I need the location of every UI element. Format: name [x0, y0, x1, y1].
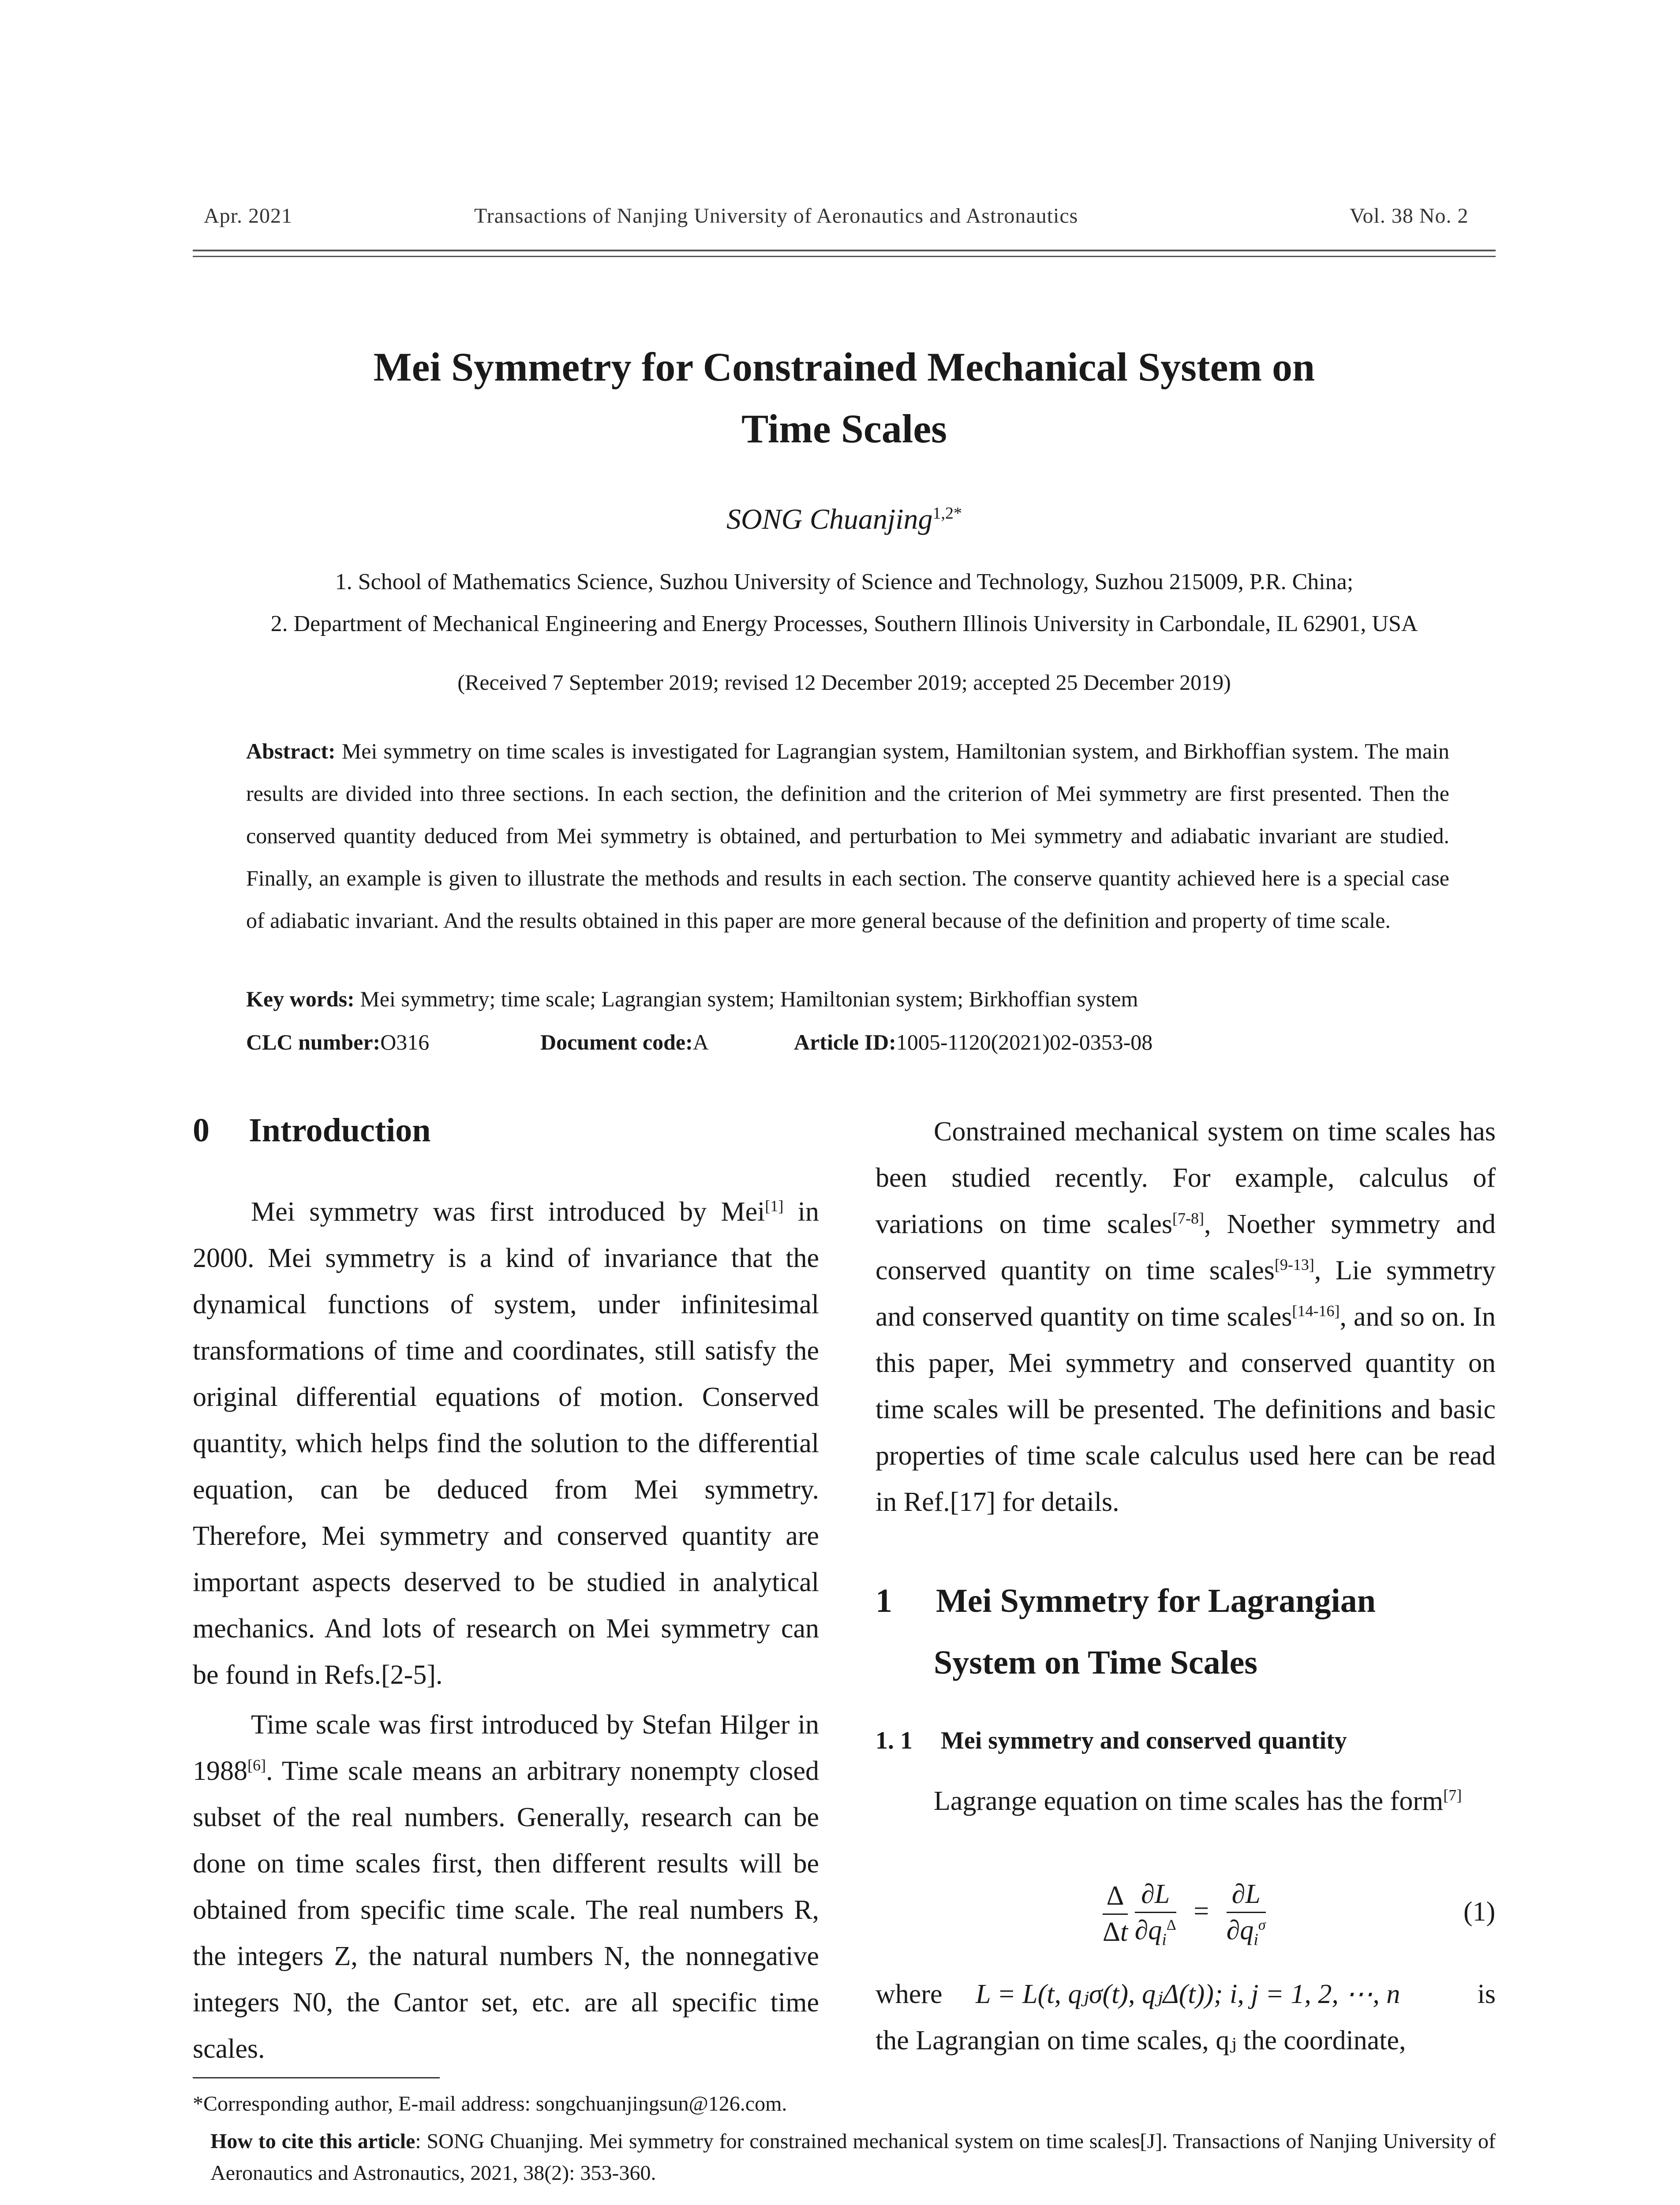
where-line: where L = L(t, qⱼσ(t), qⱼΔ(t)); i, j = 1, 2, ⋯, n is: [876, 1979, 1496, 2009]
article-label: Article ID:: [794, 1030, 896, 1054]
section-1-number: 1: [876, 1582, 892, 1619]
section-1-body: [876, 1778, 1496, 1824]
citation: [14-16]: [1292, 1302, 1340, 1320]
doc-value: A: [692, 1030, 709, 1054]
header-rule-secondary: [193, 256, 1496, 257]
equation-1: $\frac{\Delta}{\Delta t}$ $\frac{\partial L}{\partial q_i^\Delta}$ = $\frac{\partial L}{\partial q_i^\sigma}$: [1103, 1879, 1266, 1949]
clc-value: O316: [380, 1030, 430, 1054]
how-to-cite: [210, 2126, 1496, 2189]
abstract-text: Mei symmetry on time scales is investigated for Lagrangian system, Hamiltonian system, and Birkhoffian system. The main results are divided into three sections. In each section, the definition and the criterion of Mei symmetry are first presented. Then the conserved quantity deduced from Mei symmetry is obtained, and perturbation to Mei symmetry and adiabatic invariant are studied. Finally, an example is given to illustrate the methods and results in each section. The conserve quantity achieved here is a special case of adiabatic invariant. And the results obtained in this paper are more general because of the definition and property of time scale.: [246, 739, 1449, 933]
keywords: [246, 986, 1138, 1012]
keywords-text: Mei symmetry; time scale; Lagrangian system; Hamiltonian system; Birkhoffian system: [360, 987, 1138, 1011]
section-1-title-line2: System on Time Scales: [934, 1644, 1257, 1681]
citation: [7]: [1443, 1786, 1462, 1804]
cite-label: How to cite this article: [210, 2130, 415, 2153]
header-date: Apr. 2021: [204, 204, 292, 228]
cite-text: : SONG Chuanjing. Mei symmetry for constrained mechanical system on time scales[J]. Transactions of Nanjing University of Aeronautics and Astronautics, 2021, 38(2): 353-360.: [210, 2130, 1496, 2185]
header-rule: [193, 250, 1496, 251]
clc-number: [246, 1029, 429, 1055]
intro-title: Introduction: [249, 1112, 431, 1149]
abstract: [246, 730, 1449, 942]
citation: [6]: [247, 1756, 266, 1774]
doc-label: Document code:: [540, 1030, 693, 1054]
subsection-number: 1. 1: [876, 1727, 913, 1754]
author-marks: 1,2*: [932, 504, 962, 523]
right-intro-body: [876, 1109, 1496, 1525]
abstract-label: Abstract:: [246, 739, 336, 763]
intro-paragraph-2: Time scale was first introduced by Stefan Hilger in 1988[6]. Time scale means an arbitrary nonempty closed subset of the real numbers. Generally, research can be done on time scales first, then different results will be obtained from specific time scale. The real numbers R, the integers Z, the natural numbers N, the nonnegative integers N0, the Cantor set, etc. are all specific time scales.: [193, 1710, 819, 2064]
header-journal: Transactions of Nanjing University of Aeronautics and Astronautics: [474, 204, 1078, 228]
article-id: [794, 1029, 1152, 1055]
author-name: SONG Chuanjing: [726, 503, 933, 535]
doi-link[interactable]: [210, 2201, 652, 2205]
paper-title: [193, 336, 1496, 460]
citation: [7-8]: [1172, 1209, 1205, 1227]
author: [193, 503, 1496, 536]
article-value: 1005-1120(2021)02-0353-08: [896, 1030, 1153, 1054]
equation-1-number: (1): [1463, 1897, 1496, 1927]
footnote-rule: [193, 2077, 440, 2078]
title-line-2: Time Scales: [741, 406, 947, 451]
citation: [9-13]: [1274, 1256, 1314, 1274]
clc-label: CLC number:: [246, 1030, 381, 1054]
intro-number: 0: [193, 1112, 210, 1149]
intro-heading: [193, 1111, 430, 1150]
keywords-label: Key words:: [246, 987, 355, 1011]
section-1-title-line1: Mei Symmetry for Lagrangian: [936, 1582, 1376, 1619]
where-equation: L = L(t, qⱼσ(t), qⱼΔ(t)); i, j = 1, 2, ⋯, n: [975, 1979, 1400, 2009]
right-intro-paragraph: Constrained mechanical system on time scales has been studied recently. For example, calculus of variations on time scales[7-8], Noether symmetry and conserved quantity on time scales[9-13], Lie symmetry and conserved quantity on time scales[14-16], and so on. In this paper, Mei symmetry and conserved quantity on time scales will be presented. The definitions and basic properties of time scale calculus used here can be read in Ref.[17] for details.: [876, 1117, 1496, 1517]
lagrangian-definition-line: the Lagrangian on time scales, qⱼ the coordinate,: [876, 2026, 1406, 2056]
title-line-1: Mei Symmetry for Constrained Mechanical System on: [373, 344, 1315, 389]
citation: [1]: [765, 1197, 784, 1215]
affiliation-2: 2. Department of Mechanical Engineering and Energy Processes, Southern Illinois University in Carbondale, IL 62901, USA: [270, 611, 1418, 636]
section-1-heading: [876, 1570, 1496, 1693]
subsection-1-1-heading: [876, 1727, 1347, 1755]
intro-paragraph-1: Mei symmetry was first introduced by Mei[1] in 2000. Mei symmetry is a kind of invariance that the dynamical functions of system, under infinitesimal transformations of time and coordinates, still satisfy the original differential equations of motion. Conserved quantity, which helps find the solution to the differential equation, can be deduced from Mei symmetry. Therefore, Mei symmetry and conserved quantity are important aspects deserved to be studied in analytical mechanics. And lots of research on Mei symmetry can be found in Refs.[2-5].: [193, 1197, 819, 1690]
received-dates: (Received 7 September 2019; revised 12 December 2019; accepted 25 December 2019): [457, 670, 1231, 695]
intro-body: [193, 1189, 819, 2072]
affiliation-1: 1. School of Mathematics Science, Suzhou University of Science and Technology, Suzhou 215009, P.R. China;: [335, 569, 1354, 594]
document-code: [540, 1029, 709, 1055]
subsection-title: Mei symmetry and conserved quantity: [941, 1727, 1347, 1754]
lagrange-form-text: Lagrange equation on time scales has the form[7]: [934, 1786, 1462, 1816]
corresponding-author: *Corresponding author, E-mail address: songchuanjingsun@126.com.: [193, 2092, 787, 2115]
header-volume: Vol. 38 No. 2: [1350, 204, 1469, 228]
